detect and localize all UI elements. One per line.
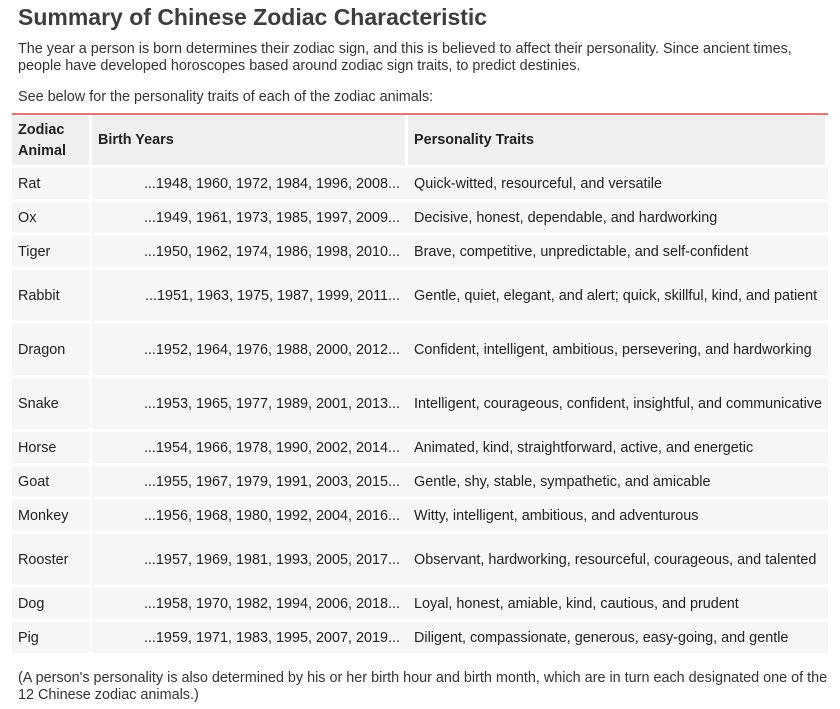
header-personality-traits: Personality Traits (408, 115, 828, 165)
table-lead-in: See below for the personality traits of each of the zodiac animals: (18, 89, 434, 105)
traits-cell: Confident, intelligent, ambitious, persevering, and hardworking (408, 324, 828, 375)
animal-cell: Dragon (12, 324, 92, 375)
animal-cell: Rooster (12, 534, 92, 585)
traits-cell: Intelligent, courageous, confident, insightful, and communicative (408, 378, 828, 429)
traits-cell: Quick-witted, resourceful, and versatile (408, 168, 828, 199)
header-birth-years: Birth Years (92, 115, 408, 165)
animal-cell: Goat (12, 466, 92, 497)
animal-cell: Snake (12, 378, 92, 429)
animal-cell: Tiger (12, 236, 92, 267)
birth-years-cell: ...1948, 1960, 1972, 1984, 1996, 2008... (92, 168, 408, 199)
birth-years-cell: ...1954, 1966, 1978, 1990, 2002, 2014... (92, 432, 408, 463)
table-header-row (12, 115, 828, 165)
intro-paragraph: The year a person is born determines their zodiac sign, and this is believed to affect their personality. Since ancient times, people have developed horoscopes based around zodiac sign traits, to predict destinies. (18, 41, 792, 74)
birth-years-cell: ...1959, 1971, 1983, 1995, 2007, 2019... (92, 622, 408, 653)
footnote: (A person's personality is also determined by his or her birth hour and birth month, which are in turn each designated one of the 12 Chinese zodiac animals.) (18, 670, 828, 703)
animal-cell: Ox (12, 202, 92, 233)
traits-cell: Diligent, compassionate, generous, easy-going, and gentle (408, 622, 828, 653)
table-row (12, 622, 828, 653)
page-title: Summary of Chinese Zodiac Characteristic (18, 4, 488, 30)
table-row (12, 432, 828, 463)
birth-years-cell: ...1950, 1962, 1974, 1986, 1998, 2010... (92, 236, 408, 267)
animal-cell: Monkey (12, 500, 92, 531)
traits-cell: Gentle, quiet, elegant, and alert; quick, skillful, kind, and patient (408, 270, 828, 321)
animal-cell: Rat (12, 168, 92, 199)
table-row (12, 202, 828, 233)
birth-years-cell: ...1955, 1967, 1979, 1991, 2003, 2015... (92, 466, 408, 497)
table-row (12, 270, 828, 321)
table-body (12, 168, 828, 653)
birth-years-cell: ...1953, 1965, 1977, 1989, 2001, 2013... (92, 378, 408, 429)
traits-cell: Witty, intelligent, ambitious, and adventurous (408, 500, 828, 531)
table-row (12, 466, 828, 497)
birth-years-cell: ...1956, 1968, 1980, 1992, 2004, 2016... (92, 500, 408, 531)
traits-cell: Observant, hardworking, resourceful, courageous, and talented (408, 534, 828, 585)
birth-years-cell: ...1957, 1969, 1981, 1993, 2005, 2017... (92, 534, 408, 585)
traits-cell: Brave, competitive, unpredictable, and self-confident (408, 236, 828, 267)
header-zodiac-animal: Zodiac Animal (12, 115, 92, 165)
table-row (12, 168, 828, 199)
traits-cell: Gentle, shy, stable, sympathetic, and amicable (408, 466, 828, 497)
animal-cell: Dog (12, 588, 92, 619)
animal-cell: Horse (12, 432, 92, 463)
table-row (12, 588, 828, 619)
table-row (12, 378, 828, 429)
animal-cell: Pig (12, 622, 92, 653)
birth-years-cell: ...1949, 1961, 1973, 1985, 1997, 2009... (92, 202, 408, 233)
table-row (12, 324, 828, 375)
animal-cell: Rabbit (12, 270, 92, 321)
birth-years-cell: ...1952, 1964, 1976, 1988, 2000, 2012... (92, 324, 408, 375)
zodiac-table-container (12, 113, 828, 656)
traits-cell: Animated, kind, straightforward, active, and energetic (408, 432, 828, 463)
birth-years-cell: ...1951, 1963, 1975, 1987, 1999, 2011... (92, 270, 408, 321)
birth-years-cell: ...1958, 1970, 1982, 1994, 2006, 2018... (92, 588, 408, 619)
table-row (12, 236, 828, 267)
zodiac-table (12, 112, 828, 656)
table-row (12, 534, 828, 585)
table-row (12, 500, 828, 531)
traits-cell: Loyal, honest, amiable, kind, cautious, and prudent (408, 588, 828, 619)
traits-cell: Decisive, honest, dependable, and hardworking (408, 202, 828, 233)
